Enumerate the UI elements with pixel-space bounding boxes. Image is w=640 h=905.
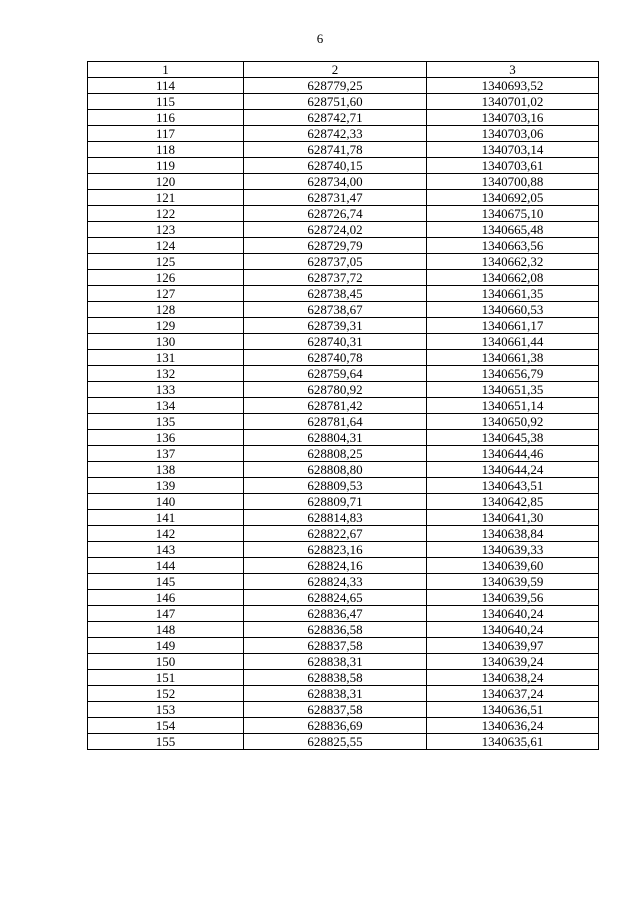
y-coordinate-cell: 1340703,14	[427, 142, 599, 158]
x-coordinate-cell: 628742,33	[244, 126, 427, 142]
table-row	[88, 654, 599, 670]
point-number-cell: 123	[88, 222, 244, 238]
point-number-cell: 140	[88, 494, 244, 510]
column-header-1: 1	[88, 62, 244, 78]
y-coordinate-cell: 1340642,85	[427, 494, 599, 510]
table-row	[88, 366, 599, 382]
x-coordinate-cell: 628824,33	[244, 574, 427, 590]
page-number: 6	[316, 31, 324, 46]
table-row	[88, 542, 599, 558]
x-coordinate-cell: 628814,83	[244, 510, 427, 526]
y-coordinate-cell: 1340640,24	[427, 622, 599, 638]
table-row	[88, 222, 599, 238]
table-row	[88, 734, 599, 750]
table-row	[88, 590, 599, 606]
table-row	[88, 286, 599, 302]
table-row	[88, 334, 599, 350]
point-number-cell: 129	[88, 318, 244, 334]
y-coordinate-cell: 1340639,60	[427, 558, 599, 574]
x-coordinate-cell: 628838,31	[244, 686, 427, 702]
y-coordinate-cell: 1340661,44	[427, 334, 599, 350]
point-number-cell: 128	[88, 302, 244, 318]
point-number-cell: 155	[88, 734, 244, 750]
x-coordinate-cell: 628823,16	[244, 542, 427, 558]
x-coordinate-cell: 628734,00	[244, 174, 427, 190]
y-coordinate-cell: 1340703,16	[427, 110, 599, 126]
table-row	[88, 686, 599, 702]
point-number-cell: 134	[88, 398, 244, 414]
x-coordinate-cell: 628740,15	[244, 158, 427, 174]
x-coordinate-cell: 628740,31	[244, 334, 427, 350]
x-coordinate-cell: 628738,67	[244, 302, 427, 318]
table-row	[88, 158, 599, 174]
point-number-cell: 143	[88, 542, 244, 558]
table-row	[88, 78, 599, 94]
x-coordinate-cell: 628737,72	[244, 270, 427, 286]
x-coordinate-cell: 628809,71	[244, 494, 427, 510]
table-row	[88, 94, 599, 110]
table-row	[88, 206, 599, 222]
y-coordinate-cell: 1340662,08	[427, 270, 599, 286]
y-coordinate-cell: 1340651,14	[427, 398, 599, 414]
table-row	[88, 174, 599, 190]
x-coordinate-cell: 628738,45	[244, 286, 427, 302]
point-number-cell: 118	[88, 142, 244, 158]
point-number-cell: 142	[88, 526, 244, 542]
x-coordinate-cell: 628729,79	[244, 238, 427, 254]
x-coordinate-cell: 628739,31	[244, 318, 427, 334]
point-number-cell: 141	[88, 510, 244, 526]
point-number-cell: 130	[88, 334, 244, 350]
x-coordinate-cell: 628838,31	[244, 654, 427, 670]
x-coordinate-cell: 628780,92	[244, 382, 427, 398]
point-number-cell: 121	[88, 190, 244, 206]
table-row	[88, 526, 599, 542]
point-number-cell: 151	[88, 670, 244, 686]
table-row	[88, 702, 599, 718]
x-coordinate-cell: 628781,64	[244, 414, 427, 430]
x-coordinate-cell: 628836,69	[244, 718, 427, 734]
point-number-cell: 138	[88, 462, 244, 478]
point-number-cell: 144	[88, 558, 244, 574]
y-coordinate-cell: 1340703,61	[427, 158, 599, 174]
y-coordinate-cell: 1340651,35	[427, 382, 599, 398]
table-row	[88, 270, 599, 286]
column-header-2: 2	[244, 62, 427, 78]
y-coordinate-cell: 1340661,38	[427, 350, 599, 366]
table-row	[88, 238, 599, 254]
point-number-cell: 152	[88, 686, 244, 702]
table-row	[88, 510, 599, 526]
y-coordinate-cell: 1340639,59	[427, 574, 599, 590]
y-coordinate-cell: 1340635,61	[427, 734, 599, 750]
point-number-cell: 122	[88, 206, 244, 222]
x-coordinate-cell: 628838,58	[244, 670, 427, 686]
x-coordinate-cell: 628737,05	[244, 254, 427, 270]
y-coordinate-cell: 1340693,52	[427, 78, 599, 94]
table-row	[88, 478, 599, 494]
x-coordinate-cell: 628804,31	[244, 430, 427, 446]
y-coordinate-cell: 1340665,48	[427, 222, 599, 238]
point-number-cell: 153	[88, 702, 244, 718]
coordinates-table	[87, 61, 599, 750]
x-coordinate-cell: 628837,58	[244, 638, 427, 654]
point-number-cell: 120	[88, 174, 244, 190]
y-coordinate-cell: 1340660,53	[427, 302, 599, 318]
y-coordinate-cell: 1340644,46	[427, 446, 599, 462]
table-row	[88, 190, 599, 206]
table-row	[88, 622, 599, 638]
x-coordinate-cell: 628809,53	[244, 478, 427, 494]
x-coordinate-cell: 628808,80	[244, 462, 427, 478]
point-number-cell: 147	[88, 606, 244, 622]
table-row	[88, 574, 599, 590]
x-coordinate-cell: 628822,67	[244, 526, 427, 542]
table-row	[88, 110, 599, 126]
y-coordinate-cell: 1340700,88	[427, 174, 599, 190]
point-number-cell: 146	[88, 590, 244, 606]
y-coordinate-cell: 1340645,38	[427, 430, 599, 446]
table-row	[88, 126, 599, 142]
table-row	[88, 462, 599, 478]
x-coordinate-cell: 628781,42	[244, 398, 427, 414]
point-number-cell: 136	[88, 430, 244, 446]
x-coordinate-cell: 628836,58	[244, 622, 427, 638]
table-row	[88, 446, 599, 462]
point-number-cell: 127	[88, 286, 244, 302]
y-coordinate-cell: 1340662,32	[427, 254, 599, 270]
y-coordinate-cell: 1340661,35	[427, 286, 599, 302]
y-coordinate-cell: 1340661,17	[427, 318, 599, 334]
x-coordinate-cell: 628741,78	[244, 142, 427, 158]
point-number-cell: 154	[88, 718, 244, 734]
y-coordinate-cell: 1340637,24	[427, 686, 599, 702]
y-coordinate-cell: 1340643,51	[427, 478, 599, 494]
point-number-cell: 131	[88, 350, 244, 366]
y-coordinate-cell: 1340641,30	[427, 510, 599, 526]
point-number-cell: 115	[88, 94, 244, 110]
point-number-cell: 125	[88, 254, 244, 270]
point-number-cell: 149	[88, 638, 244, 654]
point-number-cell: 124	[88, 238, 244, 254]
y-coordinate-cell: 1340675,10	[427, 206, 599, 222]
x-coordinate-cell: 628724,02	[244, 222, 427, 238]
x-coordinate-cell: 628726,74	[244, 206, 427, 222]
table-row	[88, 398, 599, 414]
y-coordinate-cell: 1340636,51	[427, 702, 599, 718]
x-coordinate-cell: 628731,47	[244, 190, 427, 206]
x-coordinate-cell: 628742,71	[244, 110, 427, 126]
table-row	[88, 318, 599, 334]
x-coordinate-cell: 628837,58	[244, 702, 427, 718]
y-coordinate-cell: 1340639,97	[427, 638, 599, 654]
table-header-row	[88, 62, 599, 78]
x-coordinate-cell: 628808,25	[244, 446, 427, 462]
point-number-cell: 119	[88, 158, 244, 174]
y-coordinate-cell: 1340640,24	[427, 606, 599, 622]
table-row	[88, 558, 599, 574]
point-number-cell: 132	[88, 366, 244, 382]
y-coordinate-cell: 1340701,02	[427, 94, 599, 110]
x-coordinate-cell: 628759,64	[244, 366, 427, 382]
table-row	[88, 670, 599, 686]
point-number-cell: 114	[88, 78, 244, 94]
table-row	[88, 494, 599, 510]
y-coordinate-cell: 1340638,84	[427, 526, 599, 542]
y-coordinate-cell: 1340636,24	[427, 718, 599, 734]
point-number-cell: 133	[88, 382, 244, 398]
point-number-cell: 148	[88, 622, 244, 638]
table-row	[88, 254, 599, 270]
y-coordinate-cell: 1340703,06	[427, 126, 599, 142]
table-body	[88, 78, 599, 750]
x-coordinate-cell: 628825,55	[244, 734, 427, 750]
point-number-cell: 116	[88, 110, 244, 126]
y-coordinate-cell: 1340650,92	[427, 414, 599, 430]
x-coordinate-cell: 628824,65	[244, 590, 427, 606]
y-coordinate-cell: 1340639,24	[427, 654, 599, 670]
table-row	[88, 414, 599, 430]
point-number-cell: 126	[88, 270, 244, 286]
table-row	[88, 430, 599, 446]
point-number-cell: 139	[88, 478, 244, 494]
table-row	[88, 302, 599, 318]
point-number-cell: 117	[88, 126, 244, 142]
table-row	[88, 350, 599, 366]
x-coordinate-cell: 628751,60	[244, 94, 427, 110]
table-row	[88, 142, 599, 158]
x-coordinate-cell: 628779,25	[244, 78, 427, 94]
y-coordinate-cell: 1340663,56	[427, 238, 599, 254]
x-coordinate-cell: 628824,16	[244, 558, 427, 574]
y-coordinate-cell: 1340639,33	[427, 542, 599, 558]
y-coordinate-cell: 1340692,05	[427, 190, 599, 206]
x-coordinate-cell: 628740,78	[244, 350, 427, 366]
y-coordinate-cell: 1340656,79	[427, 366, 599, 382]
point-number-cell: 135	[88, 414, 244, 430]
point-number-cell: 145	[88, 574, 244, 590]
table-row	[88, 606, 599, 622]
table-row	[88, 382, 599, 398]
y-coordinate-cell: 1340638,24	[427, 670, 599, 686]
y-coordinate-cell: 1340639,56	[427, 590, 599, 606]
point-number-cell: 137	[88, 446, 244, 462]
column-header-3: 3	[427, 62, 599, 78]
y-coordinate-cell: 1340644,24	[427, 462, 599, 478]
point-number-cell: 150	[88, 654, 244, 670]
table-row	[88, 638, 599, 654]
x-coordinate-cell: 628836,47	[244, 606, 427, 622]
table-row	[88, 718, 599, 734]
